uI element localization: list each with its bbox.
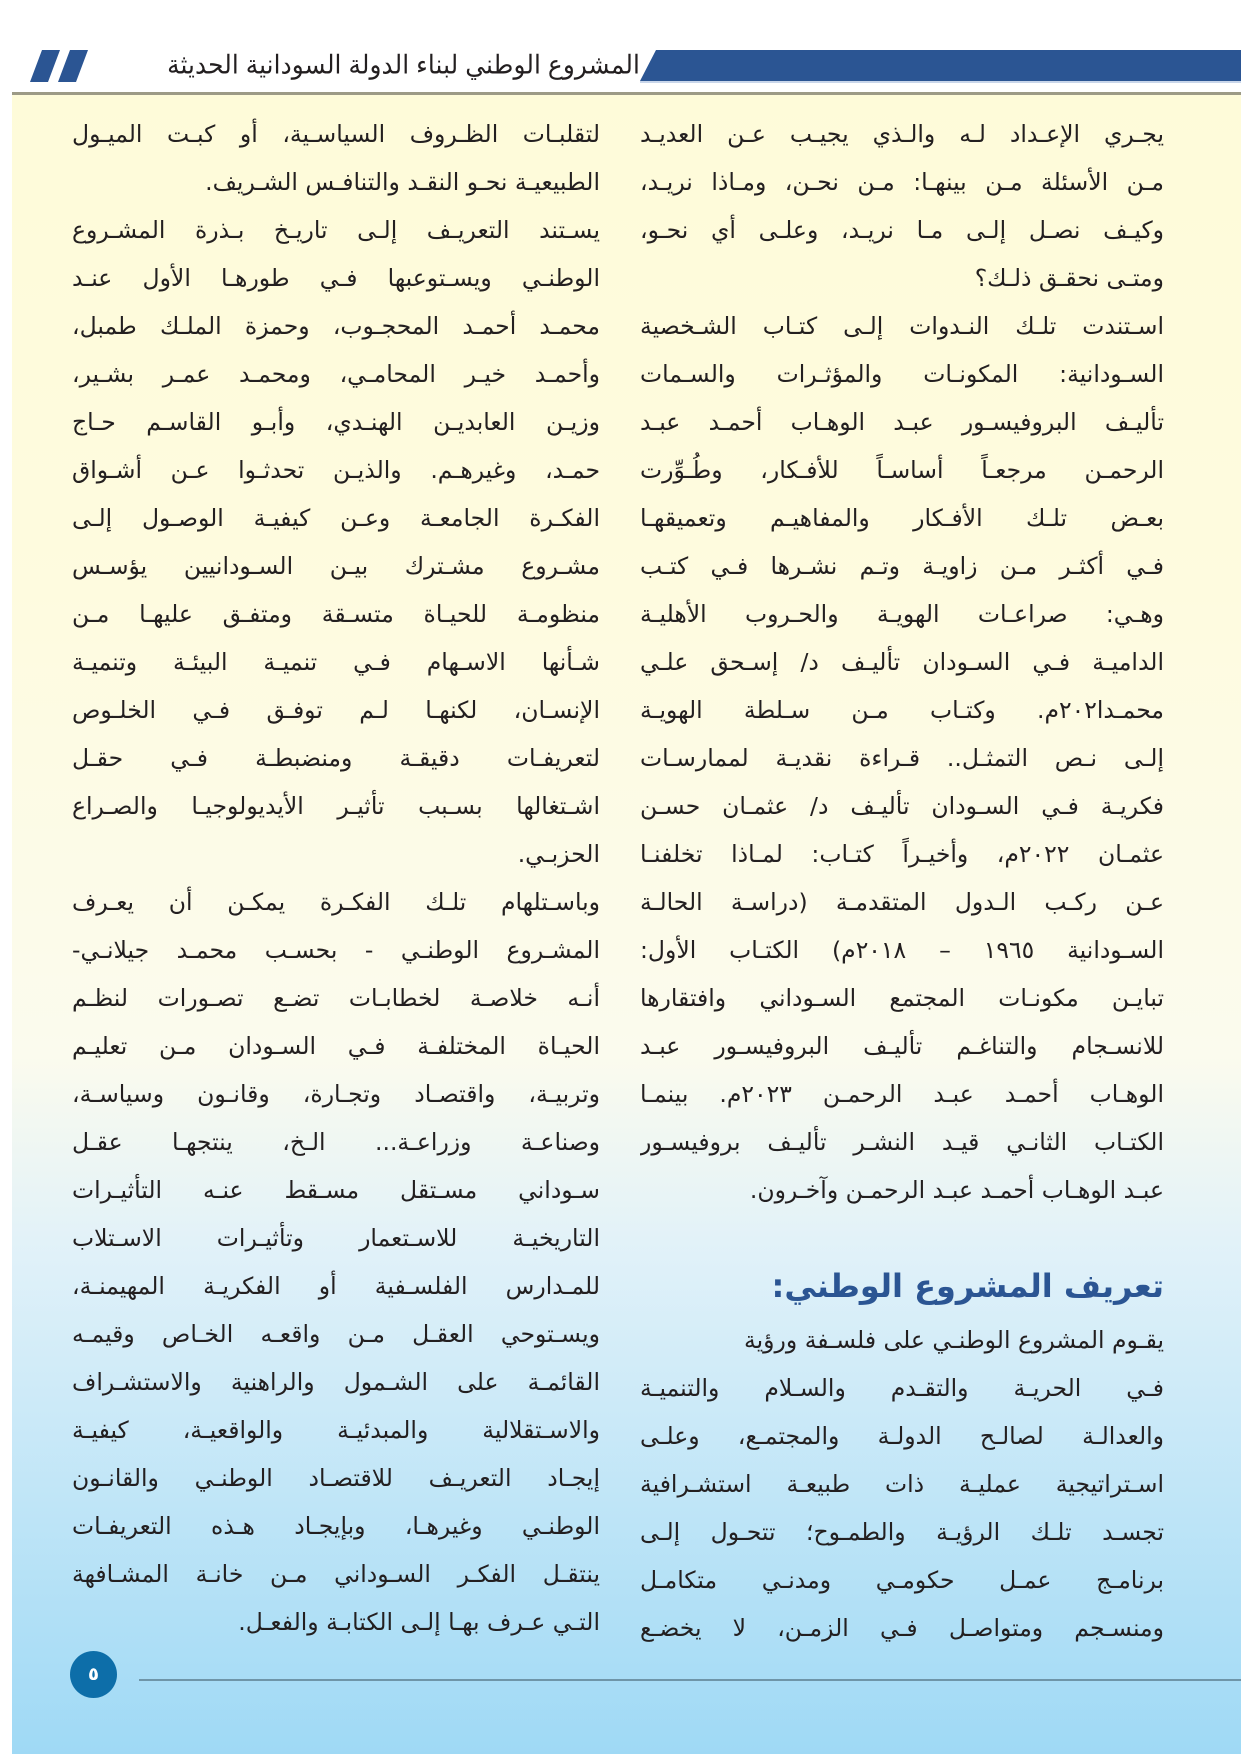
text-line: الطبيعيـة نحـو النقـد والتنافـس الشـريف. [205,168,600,196]
text-line: ومتـى نحقـق ذلـك؟ [974,264,1164,292]
text-line: بعـض تلـك الأفـكار والمفاهيـم وتعميقهـا [640,504,1164,532]
text-line: سـوداني مسـتقل مسـقط عنـه التأثيـرات [72,1176,600,1204]
left-column [72,110,600,1646]
header-slash-icon [58,50,88,82]
text-line: فـي أكثـر مـن زاويـة وتـم نشـرها فـي كتـب [640,552,1164,580]
text-line: الوطنـي وغيرهـا، وبإيجـاد هـذه التعريفـات [72,1512,600,1540]
running-header [0,0,1241,94]
text-line: برنامـج عمـل حكومـي ومدنـي متكامـل [640,1566,1164,1594]
text-line: منظومـة للحيـاة متسـقة ومتفـق عليهـا مـن [72,600,600,628]
header-slash-icon [30,50,60,82]
header-accent-shadow [640,81,1241,83]
section-heading: تعريف المشروع الوطني: [771,1267,1164,1305]
text-line: عثمـان ٢٠٢٢م، وأخيـراً كتـاب: لمـاذا تخلفنـا [640,840,1164,868]
text-line: تأليـف البروفيسـور عبـد الوهـاب أحمـد عبـد [640,408,1164,436]
text-line: وتربيـة، واقتصـاد وتجـارة، وقانـون وسياسـة، [72,1080,600,1108]
text-line: وباسـتلهام تلـك الفكـرة يمكـن أن يعـرف [72,888,600,916]
paragraph [640,110,1164,302]
text-line: مشـروع مشـترك بيـن السـودانيين يؤسـس [72,552,600,580]
text-line: مـن الأسئلة مـن بينهـا: مـن نحـن، ومـاذا نريـد، [640,168,1164,196]
text-line: اسـتراتيجية عمليـة ذات طبيعـة استشـرافية [640,1470,1164,1498]
text-line: للانسـجام والتناغـم تأليـف البروفيسـور عبـد [640,1032,1164,1060]
text-line: وكيـف نصـل إلـى مـا نريـد، وعلـى أي نحـو، [640,216,1164,244]
footer-divider [139,1679,1241,1681]
paragraph [72,110,600,206]
text-line: شـأنها الاسـهام فـي تنميـة البيئـة وتنميـة [72,648,600,676]
text-line: عـن ركـب الـدول المتقدمـة (دراسـة الحالـة [640,888,1164,916]
text-line: إيجـاد التعريـف للاقتصـاد الوطنـي والقانـون [72,1464,600,1492]
text-line: الوهـاب أحمـد عبـد الرحمـن ٢٠٢٣م. بينمـا [640,1080,1164,1108]
text-line: التاريخيـة للاسـتعمار وتأثيـرات الاسـتلاب [72,1224,600,1252]
header-divider [12,92,1241,95]
text-line: محمـد أحمـد المحجـوب، وحمزة الملـك طمبل، [72,312,600,340]
text-line: الحزبـي. [517,840,600,868]
page-number-badge: ٥ [70,1651,117,1698]
text-line: الرحمـن مرجعـاً أساسـاً للأفـكار، وطُـوِّرت [640,456,1164,484]
text-line: فكريـة فـي السـودان تأليـف د/ عثمـان حسـن [640,792,1164,820]
right-column [640,110,1164,1652]
text-line: اشـتغالها بسـبب تأثيـر الأيديولوجيـا والصـراع [72,792,600,820]
text-line: تبايـن مكونـات المجتمع السـوداني وافتقارها [640,984,1164,1012]
text-line: تجسـد تلـك الرؤيـة والطمـوح؛ تتحـول إلـى [640,1518,1164,1546]
paragraph [72,206,600,878]
text-line: الوطنـي ويسـتوعبها فـي طورهـا الأول عنـد [72,264,600,292]
text-line: وهـي: صراعـات الهويـة والحـروب الأهليـة [640,600,1164,628]
text-line: والعدالـة لصالـح الدولـة والمجتمـع، وعلـى [640,1422,1164,1450]
header-accent-bar [640,50,1241,81]
text-line: إلـى نـص التمثـل.. قـراءة نقديـة لممارسـات [640,744,1164,772]
text-line: محمـدا٢٠٢م. وكتـاب مـن سـلطة الهويـة [640,696,1164,724]
text-line: السـودانية ١٩٦٥ – ٢٠١٨م) الكتـاب الأول: [640,936,1164,964]
paragraph [640,1316,1164,1652]
text-line: التـي عـرف بهـا إلـى الكتابـة والفعـل. [238,1608,600,1636]
text-line: اسـتندت تلـك النـدوات إلـى كتـاب الشـخصية [640,312,1164,340]
text-line: فـي الحريـة والتقـدم والسـلام والتنميـة [640,1374,1164,1402]
text-line: المشـروع الوطنـي - بحسـب محمـد جيلانـي- [72,936,600,964]
text-line: الداميـة فـي السـودان تأليـف د/ إسـحق علـي [640,648,1164,676]
text-line: يسـتند التعريـف إلـى تاريـخ بـذرة المشـروع [72,216,600,244]
text-line: لتعريفـات دقيقـة ومنضبطـة فـي حقـل [72,744,600,772]
text-line: وزيـن العابديـن الهنـدي، وأبـو القاسـم حـاج [72,408,600,436]
text-line: وصناعـة وزراعـة... الـخ، ينتجهـا عقـل [72,1128,600,1156]
text-line: يقـوم المشروع الوطنـي على فلسـفة ورؤية [744,1326,1164,1354]
text-line: ويسـتوحي العقـل مـن واقعـه الخـاص وقيمـه [72,1320,600,1348]
text-line: الفكـرة الجامعـة وعـن كيفيـة الوصـول إلـى [72,504,600,532]
text-line: الإنسـان، لكنهـا لـم توفـق فـي الخلـوص [72,696,600,724]
header-title: المشروع الوطني لبناء الدولة السودانية الحديثة [167,50,640,80]
text-line: لتقلبـات الظـروف السياسـية، أو كبـت الميـول [72,120,600,148]
text-line: وأحمـد خيـر المحامـي، ومحمـد عمـر بشـير، [72,360,600,388]
text-line: يجـري الإعـداد لـه والـذي يجيـب عـن العديـد [640,120,1164,148]
text-line: حمـد، وغيرهـم. والذيـن تحدثـوا عـن أشـواق [72,456,600,484]
text-line: والاسـتقلالية والمبدئيـة والواقعيـة، كيفيـة [72,1416,600,1444]
text-line: السـودانية: المكونـات والمؤثـرات والسـمات [640,360,1164,388]
paragraph [640,302,1164,1214]
text-line: ومنسـجم ومتواصـل فـي الزمـن، لا يخضـع [640,1614,1164,1642]
text-line: عبـد الوهـاب أحمـد عبـد الرحمـن وآخـرون. [749,1176,1164,1204]
text-line: الكتـاب الثانـي قيـد النشـر تأليـف بروفيسـور [640,1128,1164,1156]
paragraph [72,878,600,1646]
text-line: الحيـاة المختلفـة فـي السـودان مـن تعليـم [72,1032,600,1060]
text-line: للمـدارس الفلسـفية أو الفكريـة المهيمنـة، [72,1272,600,1300]
text-line: ينتقـل الفكـر السـوداني مـن خانـة المشـافهة [72,1560,600,1588]
text-line: أنـه خلاصـة لخطابـات تضـع تصـورات لنظـم [72,984,600,1012]
text-line: القائمـة على الشـمول والراهنية والاستشـراف [72,1368,600,1396]
